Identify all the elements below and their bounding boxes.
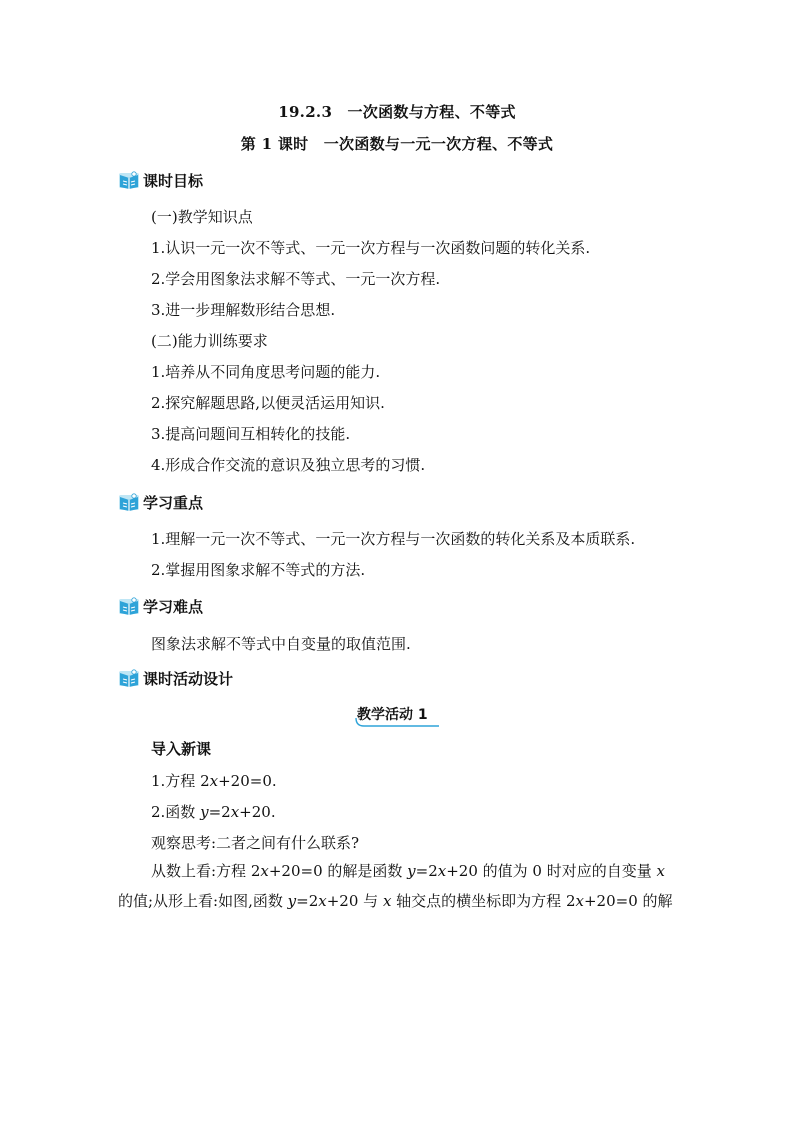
activity-badge	[355, 704, 441, 728]
ability-item-3: 3.提高问题间互相转化的技能.	[151, 425, 351, 443]
badge-underline-decoration	[355, 704, 441, 730]
section-goals-label: 课时目标	[143, 171, 204, 190]
keypoint-item-2: 2.掌握用图象求解不等式的方法.	[151, 561, 366, 579]
section-goals-header	[118, 169, 203, 191]
keypoint-item-1: 1.理解一元一次不等式、一元一次方程与一次函数的转化关系及本质联系.	[151, 530, 636, 548]
book-icon	[118, 492, 140, 512]
difficulty-text: 图象法求解不等式中自变量的取值范围.	[151, 635, 411, 653]
knowledge-item-2: 2.学会用图象法求解不等式、一元一次方程.	[151, 270, 441, 288]
section-difficulties-header	[118, 595, 203, 617]
section-design-label: 课时活动设计	[143, 669, 234, 688]
ability-item-2: 2.探究解题思路,以便灵活运用知识.	[151, 394, 385, 412]
book-icon	[118, 170, 140, 190]
equation-line: 1.方程 2x+20=0.	[151, 772, 277, 790]
section-keypoints-header	[118, 491, 203, 513]
activity-badge-label: 教学活动 1	[357, 707, 428, 723]
answer-paragraph: 从数上看:方程 2x+20=0 的解是函数 y=2x+20 的值为 0 时对应的自变量 x 的值;从形上看:如图,函数 y=2x+20 与 x 轴交点的横坐标即为方程 2x+20=0 的解	[118, 862, 673, 910]
knowledge-item-3: 3.进一步理解数形结合思想.	[151, 301, 336, 319]
section-keypoints-label: 学习重点	[143, 493, 204, 512]
function-line: 2.函数 y=2x+20.	[151, 803, 276, 821]
book-icon	[118, 596, 140, 616]
section-design-header	[118, 667, 233, 689]
question-line: 观察思考:二者之间有什么联系?	[151, 834, 360, 852]
book-icon	[118, 668, 140, 688]
ability-header: (二)能力训练要求	[151, 332, 268, 350]
lesson-subtitle: 第 1 课时 一次函数与一元一次方程、不等式	[240, 135, 554, 153]
page-title: 19.2.3 一次函数与方程、不等式	[278, 103, 516, 121]
ability-item-1: 1.培养从不同角度思考问题的能力.	[151, 363, 381, 381]
ability-item-4: 4.形成合作交流的意识及独立思考的习惯.	[151, 456, 426, 474]
intro-label: 导入新课	[151, 740, 212, 758]
knowledge-item-1: 1.认识一元一次不等式、一元一次方程与一次函数问题的转化关系.	[151, 239, 591, 257]
section-difficulties-label: 学习难点	[143, 597, 204, 616]
knowledge-header: (一)教学知识点	[151, 208, 253, 226]
